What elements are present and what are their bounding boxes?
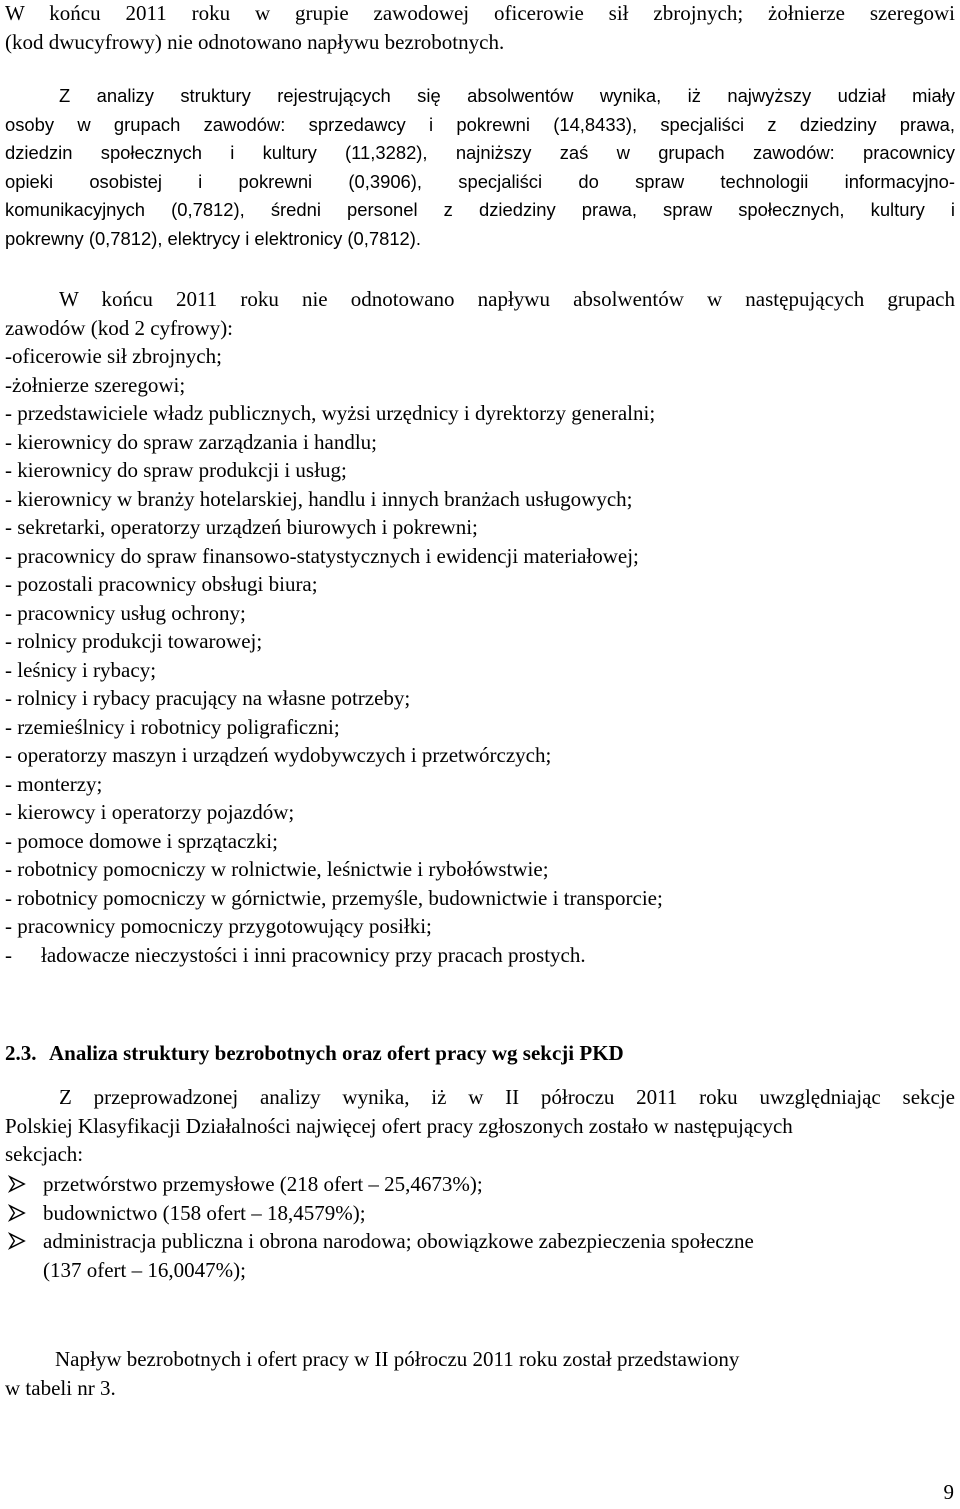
list-item: [5, 1170, 955, 1199]
paragraph-line-text: Z przeprowadzonej analizy wynika, iż w II półroczu 2011 roku uwzględniając sekcje: [59, 1085, 955, 1109]
arrowhead-bullet-icon: [5, 1227, 29, 1256]
list-item: - kierownicy w branży hotelarskiej, handlu i innych branżach usługowych;: [5, 486, 633, 511]
list-item-text: ładowacze nieczystości i inni pracownicy przy pracach prostych.: [41, 942, 586, 967]
paragraph-line: sekcjach:: [5, 1142, 84, 1166]
section-number: 2.3.: [5, 1041, 37, 1065]
list-item: - sekretarki, operatorzy urządzeń biurowych i pokrewni;: [5, 515, 478, 539]
list-item: - pomoce domowe i sprzątaczki;: [5, 828, 278, 853]
list-item: [5, 1199, 955, 1228]
list-item: - rolnicy produkcji towarowej;: [5, 629, 263, 653]
list-item: - przedstawiciele władz publicznych, wyżsi urzędnicy i dyrektorzy generalni;: [5, 401, 656, 425]
paragraph-line: (kod dwucyfrowy) nie odnotowano napływu bezrobotnych.: [5, 29, 505, 54]
paragraph-line: komunikacyjnych (0,7812), średni personel z dziedziny prawa, spraw społecznych, kultury i: [5, 199, 955, 221]
list-item: - rzemieślnicy i robotnicy poligraficzni;: [5, 714, 340, 739]
list-item: - operatorzy maszyn i urządzeń wydobywczych i przetwórczych;: [5, 743, 552, 767]
list-item: - robotnicy pomocniczy w rolnictwie, leśnictwie i rybołówstwie;: [5, 857, 549, 881]
bullet-text: (137 ofert – 16,0047%);: [43, 1257, 246, 1282]
list-item: - pracownicy do spraw finansowo-statystycznych i ewidencji materiałowej;: [5, 543, 639, 568]
list-item: - kierownicy do spraw produkcji i usług;: [5, 458, 347, 482]
paragraph-line: dziedzin społecznych i kultury (11,3282), najniższy zaś w grupach zawodów: pracownicy: [5, 142, 955, 164]
paragraph-line-first: [5, 1083, 955, 1112]
paragraph-line-text: W końcu 2011 roku nie odnotowano napływu absolwentów w następujących grupach: [59, 287, 955, 311]
paragraph-graduates-analysis: [5, 82, 955, 254]
arrowhead-bullet-icon: [5, 1199, 29, 1228]
list-item: [5, 1227, 955, 1284]
paragraph-line-first: [5, 285, 955, 314]
paragraph-officers-note: [5, 0, 955, 56]
paragraph-pkd-analysis: [5, 1083, 955, 1169]
section-heading: [5, 1039, 955, 1068]
list-item-last: [5, 941, 955, 970]
page-number: 9: [943, 1480, 954, 1504]
paragraph-line: osoby w grupach zawodów: sprzedawcy i pokrewni (14,8433), specjaliści z dziedziny prawa,: [5, 113, 955, 135]
arrowhead-bullet-icon: [5, 1170, 29, 1199]
list-item: - rolnicy i rybacy pracujący na własne potrzeby;: [5, 686, 411, 710]
paragraph-line: opieki osobistej i pokrewni (0,3906), specjaliści do spraw technologii informacyjno-: [5, 170, 955, 192]
list-item: -żołnierze szeregowi;: [5, 372, 186, 397]
list-dash: -: [5, 942, 12, 967]
occupation-list: [5, 342, 955, 969]
bullet-text: administracja publiczna i obrona narodowa; obowiązkowe zabezpieczenia społeczne: [43, 1229, 754, 1253]
paragraph-no-inflow: [5, 285, 955, 342]
bullet-text: przetwórstwo przemysłowe (218 ofert – 25,4673%);: [43, 1172, 483, 1196]
paragraph-table-reference: [5, 1345, 955, 1402]
list-item: - pracownicy usług ochrony;: [5, 600, 246, 625]
paragraph-line-first: [5, 1345, 955, 1374]
list-item: - pracownicy pomocniczy przygotowujący posiłki;: [5, 914, 432, 938]
paragraph-line-text: Z analizy struktury rejestrujących się absolwentów wynika, iż najwyższy udział miały: [59, 85, 955, 106]
section-title: Analiza struktury bezrobotnych oraz ofert pracy wg sekcji PKD: [49, 1041, 624, 1065]
sections-bullet-list: [5, 1170, 955, 1284]
paragraph-line: Polskiej Klasyfikacji Działalności najwięcej ofert pracy zgłoszonych zostało w następujących: [5, 1113, 793, 1138]
paragraph-line-text: Napływ bezrobotnych i ofert pracy w II półroczu 2011 roku został przedstawiony: [55, 1347, 740, 1371]
paragraph-line: pokrewny (0,7812), elektrycy i elektronicy (0,7812).: [5, 227, 422, 249]
list-item: - kierowcy i operatorzy pojazdów;: [5, 800, 295, 824]
paragraph-line: w tabeli nr 3.: [5, 1375, 116, 1400]
list-item: -oficerowie sił zbrojnych;: [5, 344, 222, 368]
list-item: - kierownicy do spraw zarządzania i handlu;: [5, 429, 378, 454]
list-item: - monterzy;: [5, 771, 103, 796]
list-item: - pozostali pracownicy obsługi biura;: [5, 572, 318, 596]
paragraph-line: W końcu 2011 roku w grupie zawodowej oficerowie sił zbrojnych; żołnierze szeregowi: [5, 1, 955, 25]
list-item: - leśnicy i rybacy;: [5, 657, 157, 682]
bullet-text: budownictwo (158 ofert – 18,4579%);: [43, 1200, 366, 1225]
paragraph-line-first: [5, 82, 955, 111]
list-item: - robotnicy pomocniczy w górnictwie, przemyśle, budownictwie i transporcie;: [5, 885, 663, 910]
paragraph-line: zawodów (kod 2 cyfrowy):: [5, 315, 234, 340]
